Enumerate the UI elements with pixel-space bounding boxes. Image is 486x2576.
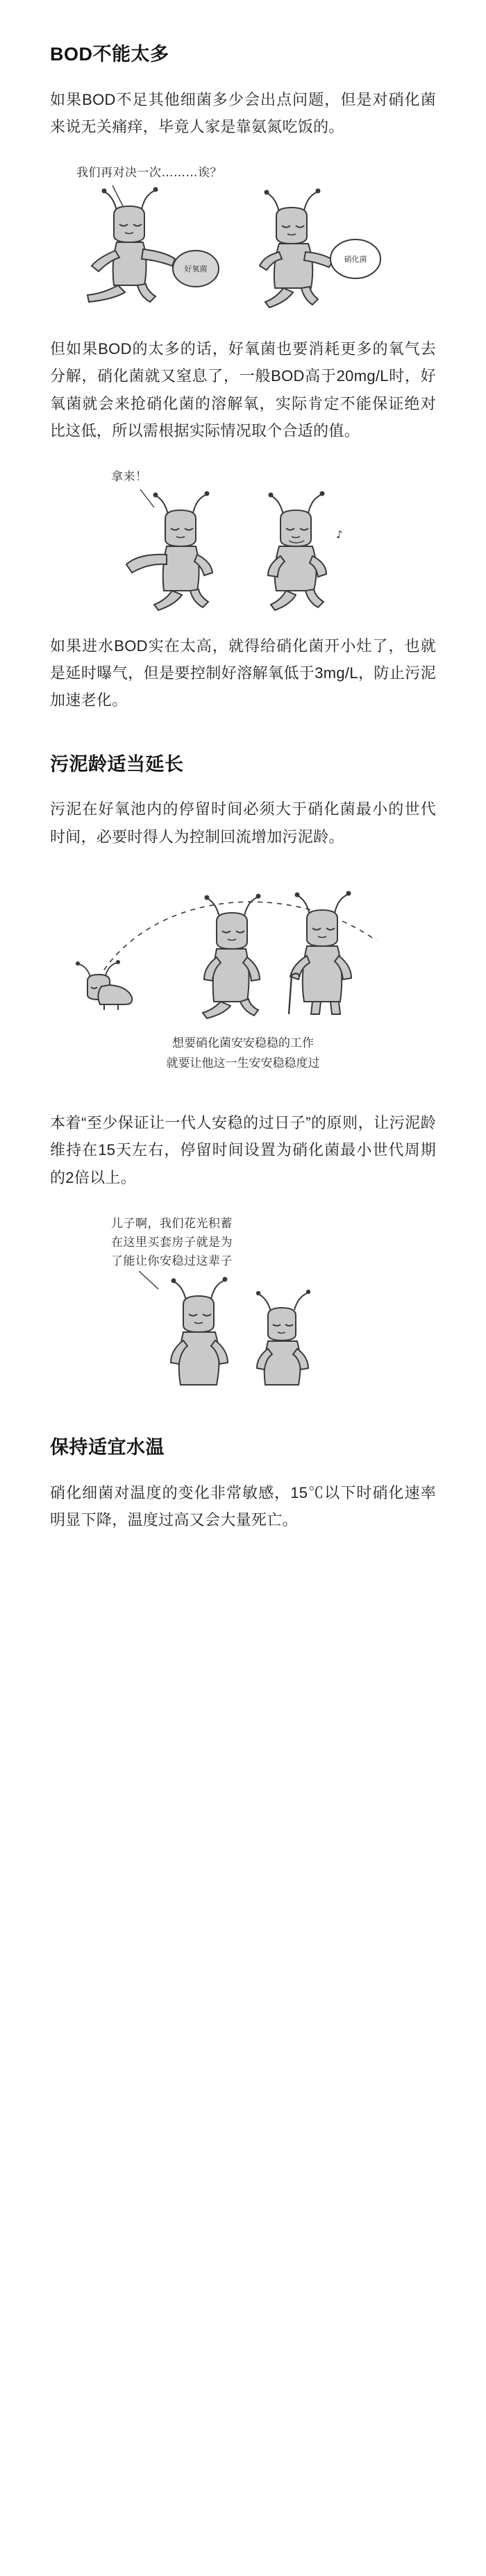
bubble-right [330,239,380,278]
paragraph-sludge-1: 污泥在好氧池内的停留时间必须大于硝化菌最小的世代时间，必要时得人为控制回流增加污泥龄。 [50,800,436,845]
life-walk-caption-line1: 想要硝化菌安安稳稳的工作 [172,1036,314,1050]
character-reaching [126,491,212,611]
life-walk-caption [50,1034,436,1075]
character-adult [203,893,261,1018]
paragraph-bod-2: 但如果BOD的太多的话，好氧菌也要消耗更多的氧气去分解，硝化菌就又窒息了，一般BOD高于20mg/L时，好氧菌就会来抢硝化菌的溶解氧，实际肯定不能保证绝对比这低，所以需根据实际情况取个合适的值。 [50,340,436,439]
illustration-duel [50,164,436,314]
bubble-left-label: 好氧菌 [184,264,208,274]
illustration-family [50,1215,436,1390]
character-child [256,1290,310,1385]
paragraph-temperature-1: 硝化细菌对温度的变化非常敏感，15℃以下时硝化速率明显下降，温度过高又会大量死亡。 [50,1484,436,1529]
paragraph-bod-3: 如果进水BOD实在太高，就得给硝化菌开小灶了，也就是延时曝气，但是要控制好溶解氧低于3mg/L，防止污泥加速老化。 [50,637,436,709]
character-parent [171,1277,228,1386]
family-speech-line3: 了能让你安稳过这辈子 [111,1254,233,1269]
section-title-sludge-age: 污泥龄适当延长 [50,753,184,775]
giveme-sound: ♪ [336,528,343,541]
family-speech [111,1215,436,1272]
character-left [87,187,175,303]
family-speech-line1: 儿子啊，我们花光积蓄 [111,1216,233,1231]
character-baby [76,960,132,1010]
illustration-life-walk [50,874,436,1075]
bubble-right-label: 硝化菌 [344,255,367,264]
life-walk-figures [50,874,436,1027]
giveme-speech-top: 拿来！ [111,469,148,484]
giveme-figures [50,487,436,612]
duel-speech-top: 我们再对决一次………诶？ [76,166,222,180]
duel-figures [50,183,436,314]
illustration-give-me [50,468,436,612]
section-title-bod: BOD不能太多 [50,44,169,65]
family-figures [50,1271,436,1389]
bubble-left [173,251,219,287]
paragraph-sludge-2: 本着“至少保证让一代人安稳的过日子”的原则，让污泥龄维持在15天左右，停留时间设置为硝化菌最小世代周期的2倍以上。 [50,1114,436,1186]
character-right [260,189,333,308]
character-turning-away [268,491,326,611]
paragraph-bod-1: 如果BOD不足其他细菌多少会出点问题，但是对硝化菌来说无关痛痒，毕竟人家是靠氨氮吃饭的。 [50,90,436,135]
section-title-temperature: 保持适宜水温 [50,1437,165,1458]
family-speech-line2: 在这里买套房子就是为 [111,1235,233,1249]
life-walk-caption-line2: 就要让他这一生安安稳稳度过 [166,1057,320,1071]
character-elder [289,891,351,1014]
